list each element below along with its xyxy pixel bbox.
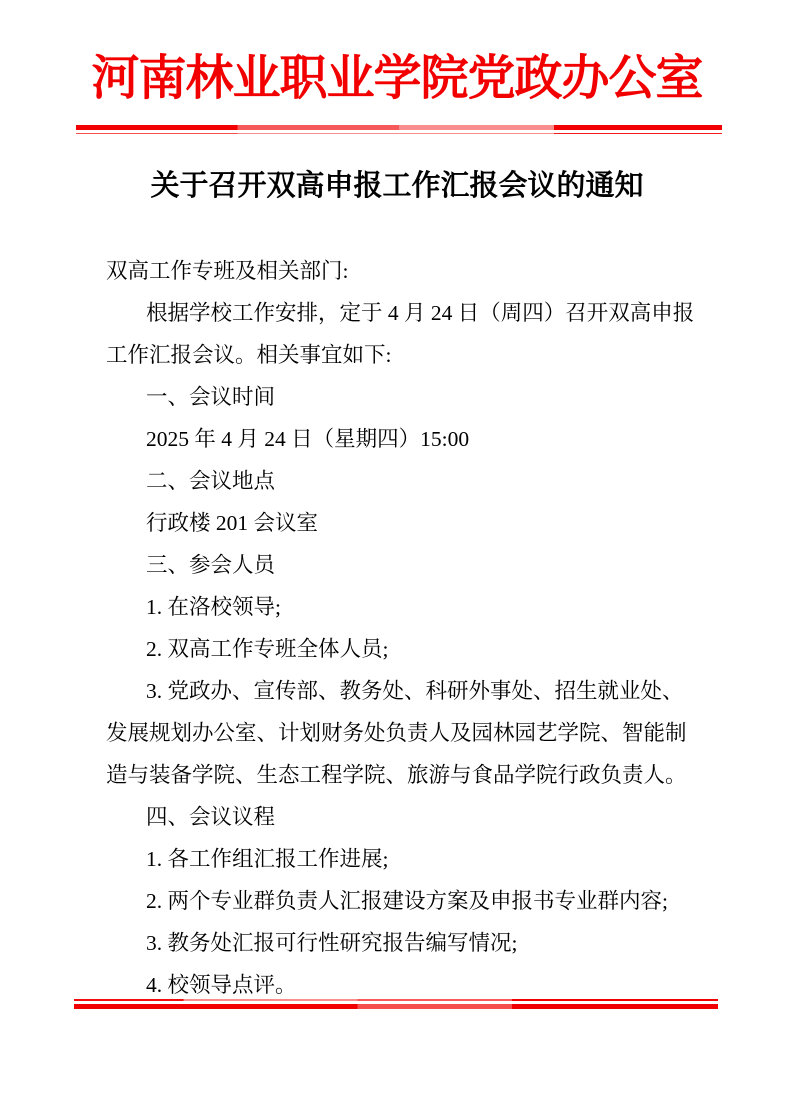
body-line-attendee-1: 1. 在洛校领导; (146, 595, 281, 619)
body-line-agenda-4: 4. 校领导点评。 (146, 973, 297, 997)
letterhead-org-name: 河南林业职业学院党政办公室 (91, 52, 703, 105)
body-line-agenda-3: 3. 教务处汇报可行性研究报告编写情况; (146, 931, 518, 955)
letterhead-divider-thick-line (76, 125, 722, 130)
body-line-attendee-3: 3. 党政办、宣传部、教务处、科研外事处、招生就业处、 (146, 679, 684, 703)
letterhead-divider-thin-line (76, 133, 722, 135)
body-line-attendee-2: 2. 双高工作专班全体人员; (146, 637, 389, 661)
footer-divider-thin-line (74, 999, 718, 1001)
letterhead-divider (76, 125, 722, 134)
body-line: 发展规划办公室、计划财务处负责人及园林园艺学院、智能制 (106, 721, 687, 745)
body-line-section-3: 三、参会人员 (146, 553, 276, 577)
body-line: 根据学校工作安排，定于 4 月 24 日（周四）召开双高申报 (146, 301, 695, 325)
body-line: 工作汇报会议。相关事宜如下: (106, 343, 392, 367)
body-line-agenda-2: 2. 两个专业群负责人汇报建设方案及申报书专业群内容; (146, 889, 668, 913)
body-line: 造与装备学院、生态工程学院、旅游与食品学院行政负责人。 (106, 763, 687, 787)
body-line-agenda-1: 1. 各工作组汇报工作进展; (146, 847, 389, 871)
body-line-meeting-time: 2025 年 4 月 24 日（星期四）15:00 (146, 427, 470, 451)
body-line-section-1: 一、会议时间 (146, 385, 276, 409)
notice-body (106, 250, 695, 1006)
footer-divider-thick-line (74, 1004, 718, 1009)
body-line-section-2: 二、会议地点 (146, 469, 276, 493)
body-line-meeting-place: 行政楼 201 会议室 (146, 511, 319, 535)
footer-divider (74, 999, 718, 1009)
notice-title: 关于召开双高申报工作汇报会议的通知 (150, 170, 644, 202)
body-line-salutation: 双高工作专班及相关部门: (106, 259, 349, 283)
body-line-section-4: 四、会议议程 (146, 805, 276, 829)
